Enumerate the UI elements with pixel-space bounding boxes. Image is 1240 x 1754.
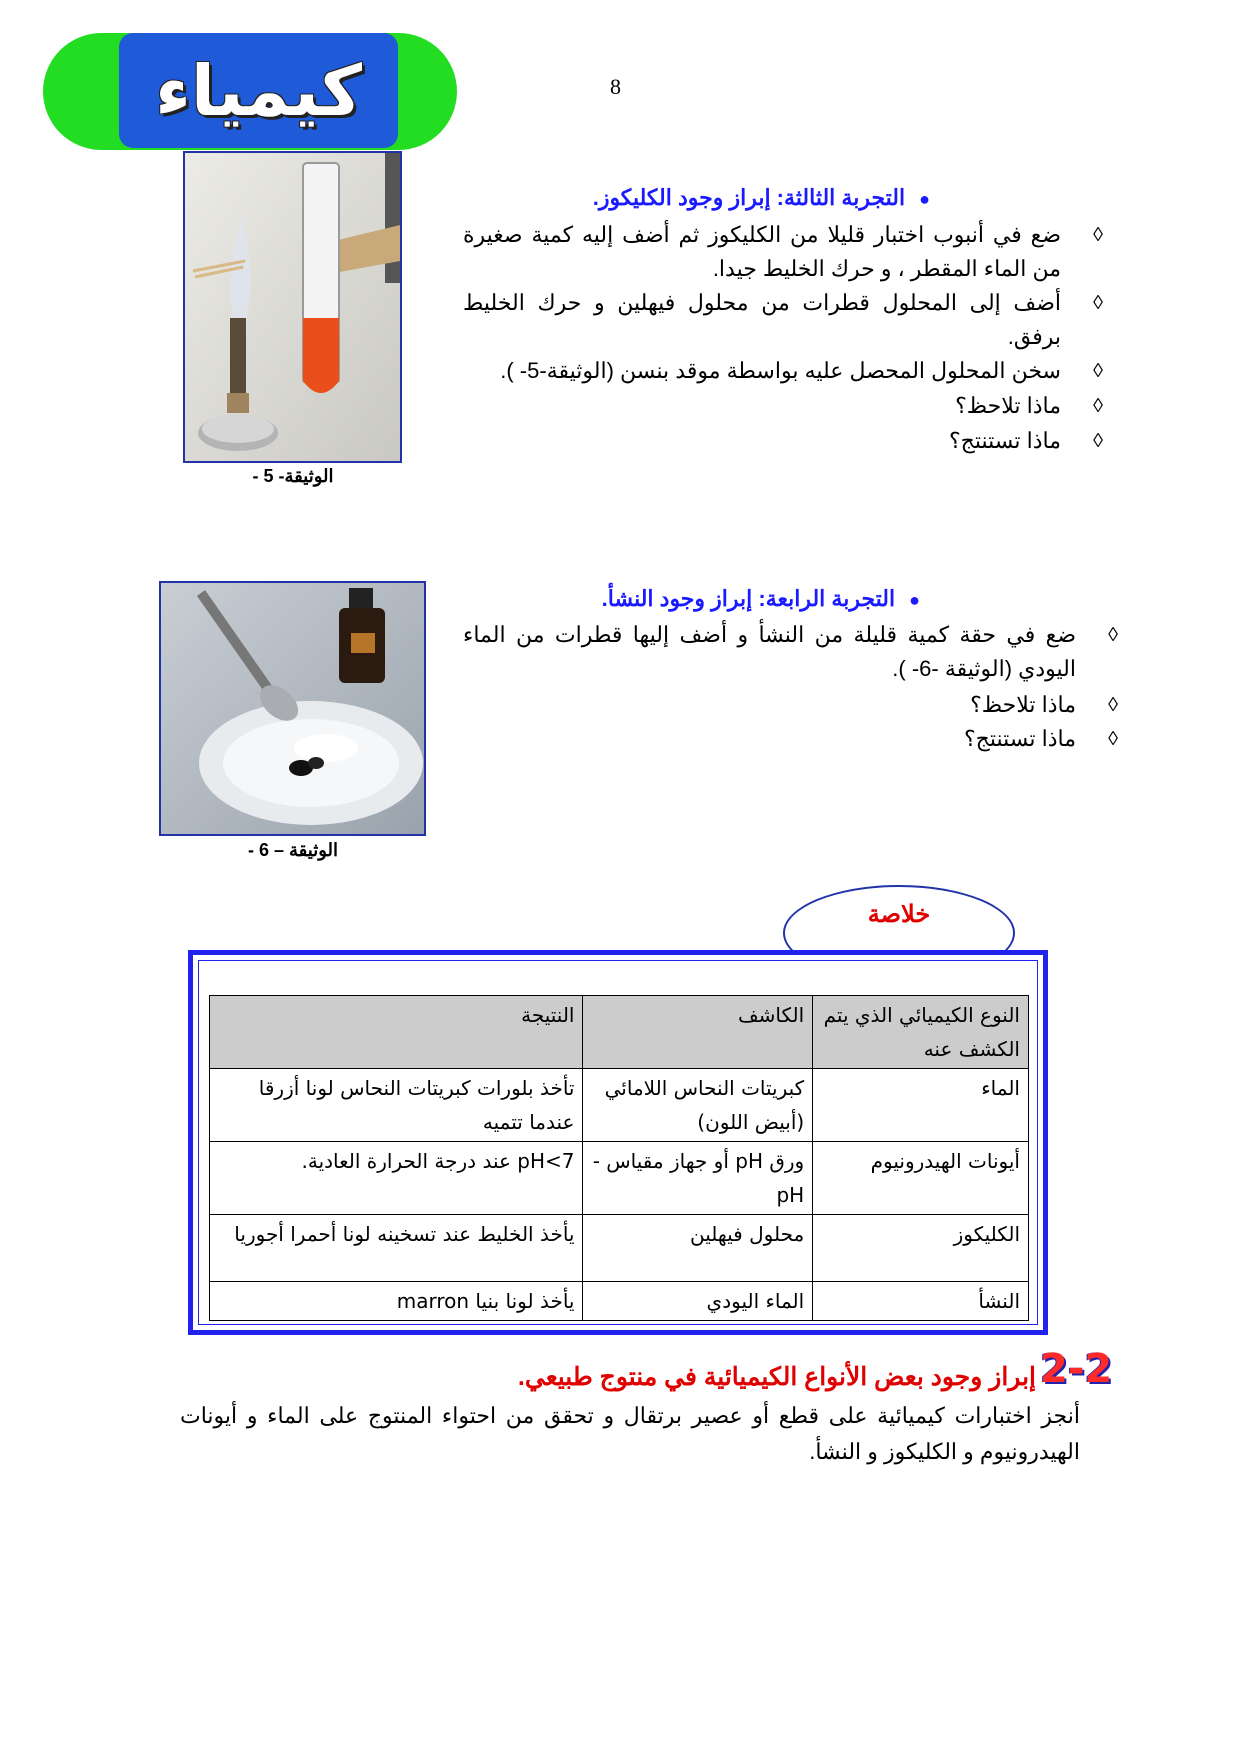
table-header-row — [210, 996, 1029, 1069]
table-row — [210, 1069, 1029, 1142]
page-number: 8 — [610, 74, 621, 99]
experiment-4-step-3: ◊ ماذا تستنتج؟ — [463, 722, 1118, 756]
table-cell: pH<7 عند درجة الحرارة العادية. — [210, 1142, 583, 1215]
diamond-bullet-icon: ◊ — [1108, 728, 1118, 750]
bullet-icon: ● — [909, 590, 920, 610]
table-cell: ورق pH أو جهاز مقياس - pH — [583, 1142, 813, 1215]
table-cell: يأخذ لونا بنيا marron — [210, 1282, 583, 1321]
table-cell: محلول فيهلين — [583, 1215, 813, 1282]
column-header: النوع الكيميائي الذي يتم الكشف عنه — [813, 996, 1029, 1069]
experiment-4-step-2: ◊ ماذا تلاحظ؟ — [463, 688, 1118, 722]
table-row — [210, 1282, 1029, 1321]
header-badge — [119, 33, 398, 148]
figure-6-photo — [159, 581, 426, 836]
diamond-bullet-icon: ◊ — [1093, 224, 1103, 246]
column-header: النتيجة — [210, 996, 583, 1069]
experiment-3-title-text: التجربة الثالثة: إبراز وجود الكليكوز. — [592, 185, 906, 210]
table-cell: أيونات الهيدرونيوم — [813, 1142, 1029, 1215]
diamond-bullet-icon: ◊ — [1093, 360, 1103, 382]
experiment-3-step-2: ◊ أضف إلى المحلول قطرات من محلول فيهلين و حرك الخليط برفق. — [463, 286, 1103, 354]
section-number: 2-2 — [1040, 1346, 1113, 1392]
diamond-bullet-icon: ◊ — [1108, 694, 1118, 716]
column-header: الكاشف — [583, 996, 813, 1069]
experiment-3-step-4: ◊ ماذا تلاحظ؟ — [463, 389, 1103, 423]
bunsen-burner-test-tube-illustration — [185, 153, 400, 461]
table-cell: يأخذ الخليط عند تسخينه لونا أحمرا أجوريا — [210, 1215, 583, 1282]
table-cell: كبريتات النحاس اللامائي (أبيض اللون) — [583, 1069, 813, 1142]
figure-6-caption: الوثيقة – 6 - — [247, 840, 338, 860]
summary-table — [209, 995, 1029, 1321]
section-body: أنجز اختبارات كيميائية على قطع أو عصير برتقال و تحقق من احتواء المنتوج على الماء و أيونات الهيدرونيوم و الكليكوز و النشأ. — [180, 1403, 1080, 1464]
figure-5-photo — [183, 151, 402, 463]
table-row — [210, 1142, 1029, 1215]
section-title: إبراز وجود بعض الأنواع الكيميائية في منتوج طبيعي. — [517, 1363, 1036, 1391]
bullet-icon: ● — [919, 189, 930, 209]
table-cell: تأخذ بلورات كبريتات النحاس لونا أزرقا عندما تتميه — [210, 1069, 583, 1142]
experiment-3-step-1: ◊ ضع في أنبوب اختبار قليلا من الكليكوز ثم أضف إليه كمية صغيرة من الماء المقطر ، و حرك الخليط جيدا. — [463, 218, 1103, 286]
experiment-4-step-1: ◊ ضع في حقة كمية قليلة من النشأ و أضف إليها قطرات من الماء اليودي (الوثيقة -6- ). — [463, 618, 1118, 686]
experiment-3-step-3: ◊ سخن المحلول المحصل عليه بواسطة موقد بنسن (الوثيقة-5- ). — [463, 354, 1103, 388]
experiment-4-title — [400, 586, 920, 612]
table-cell: الماء اليودي — [583, 1282, 813, 1321]
table-cell: الماء — [813, 1069, 1029, 1142]
table-cell: النشأ — [813, 1282, 1029, 1321]
experiment-3-title — [410, 185, 930, 211]
figure-5-caption: الوثيقة- 5 - — [252, 466, 334, 486]
table-row — [210, 1215, 1029, 1282]
starch-iodine-dish-illustration — [161, 583, 424, 834]
diamond-bullet-icon: ◊ — [1093, 430, 1103, 452]
table-cell: الكليكوز — [813, 1215, 1029, 1282]
diamond-bullet-icon: ◊ — [1093, 292, 1103, 314]
subject-title: كيمياء — [155, 49, 362, 132]
summary-title: خلاصة — [867, 901, 931, 928]
experiment-3-step-5: ◊ ماذا تستنتج؟ — [463, 424, 1103, 458]
diamond-bullet-icon: ◊ — [1108, 624, 1118, 646]
diamond-bullet-icon: ◊ — [1093, 395, 1103, 417]
experiment-4-title-text: التجربة الرابعة: إبراز وجود النشأ. — [601, 586, 896, 611]
